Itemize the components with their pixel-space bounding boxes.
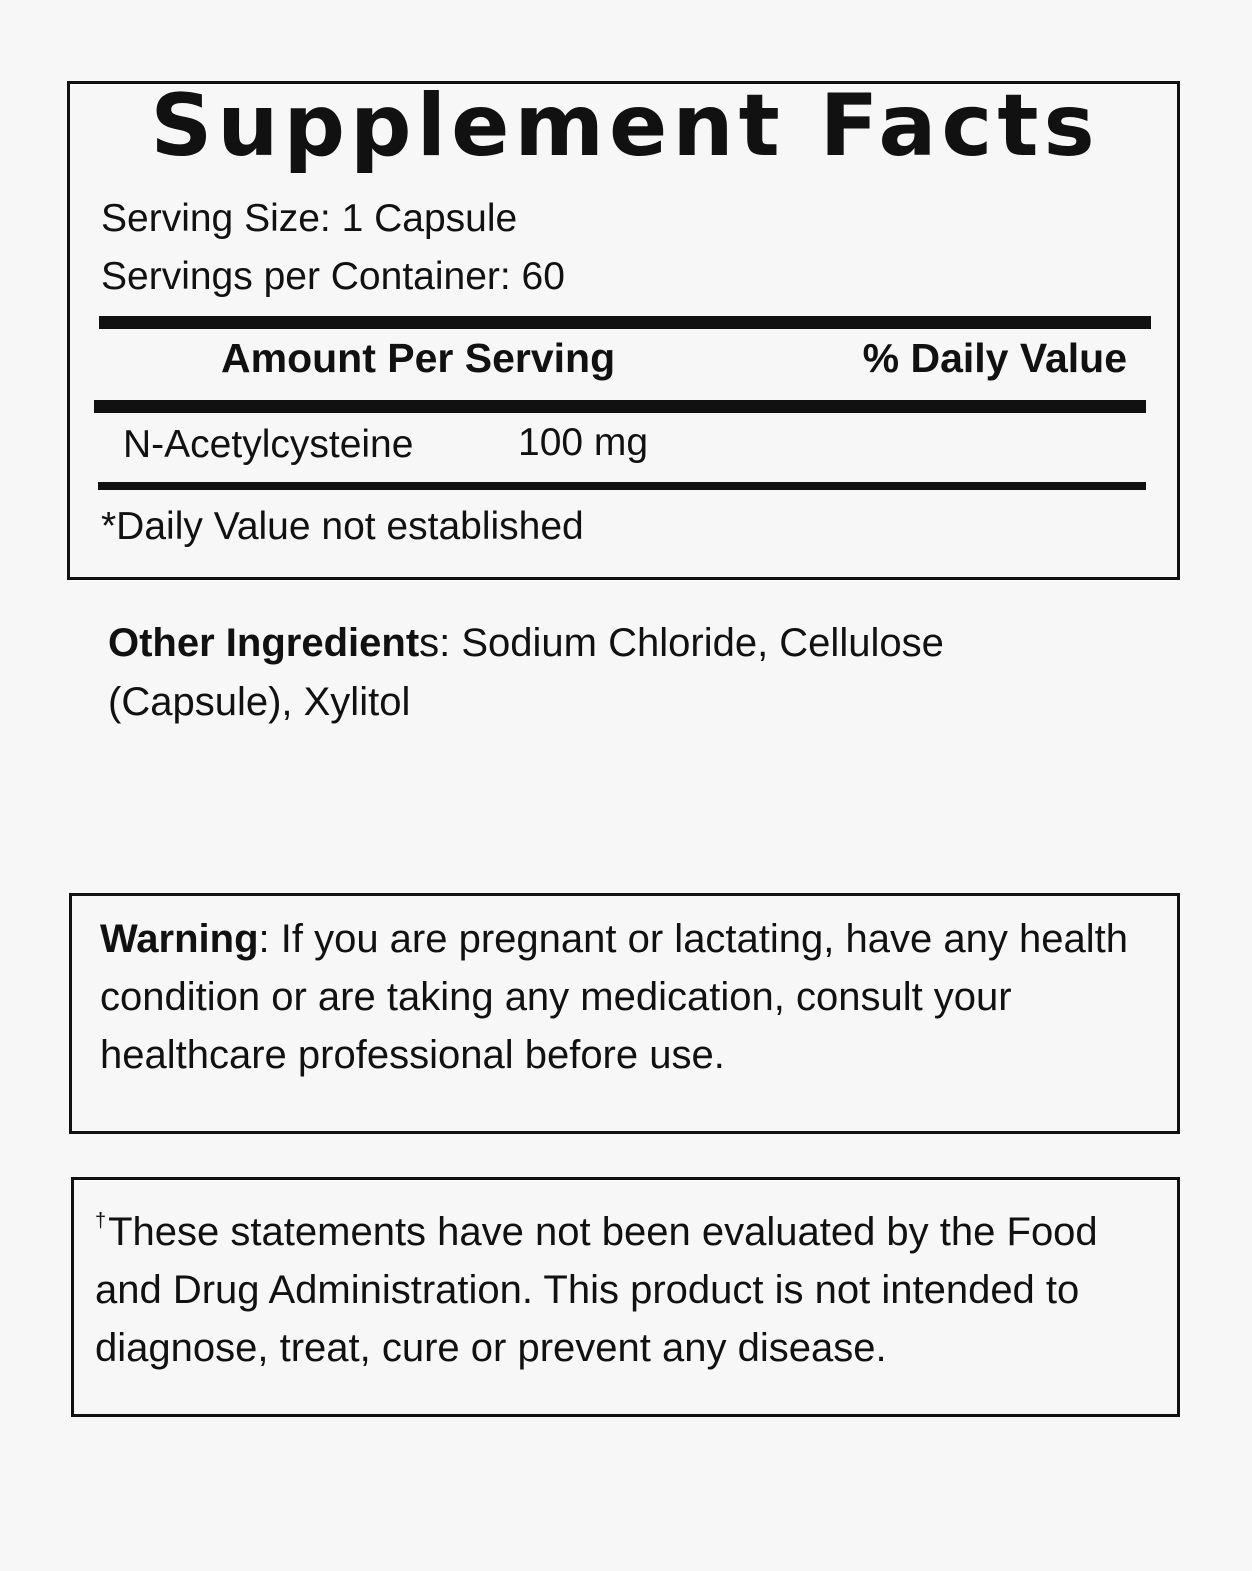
other-ingredients-label: Other Ingredient [108,621,420,665]
daily-value-header: % Daily Value [862,335,1127,381]
divider-thick [94,400,1146,413]
ingredient-name: N-Acetylcysteine [123,423,414,466]
divider-thick [99,316,1151,329]
serving-size: Serving Size: 1 Capsule [101,197,518,240]
fda-disclaimer-box [71,1177,1180,1417]
other-ingredients-text: s: Sodium Chloride, Cellulose (Capsule), Xylitol [108,621,944,724]
warning-label: Warning [100,917,259,961]
servings-per-container: Servings per Container: 60 [101,255,565,298]
other-ingredients [108,614,1108,732]
daily-value-footnote: *Daily Value not established [101,505,584,548]
supplement-facts-panel [67,76,1180,580]
warning-text: : If you are pregnant or lactating, have any health condition or are taking any medication, consult your healthcare professional before use. [100,917,1128,1077]
amount-per-serving-header: Amount Per Serving [221,335,616,381]
fda-disclaimer [95,1192,1170,1377]
divider-medium [98,482,1146,490]
supplement-facts-title: Supplement Facts [150,76,1100,176]
dagger-symbol: † [95,1210,107,1232]
warning-statement [100,910,1170,1084]
warning-box [69,893,1180,1134]
disclaimer-text: These statements have not been evaluated by the Food and Drug Administration. This product is not intended to diagnose, treat, cure or prevent any disease. [95,1210,1098,1370]
ingredient-amount: 100 mg [518,421,649,464]
